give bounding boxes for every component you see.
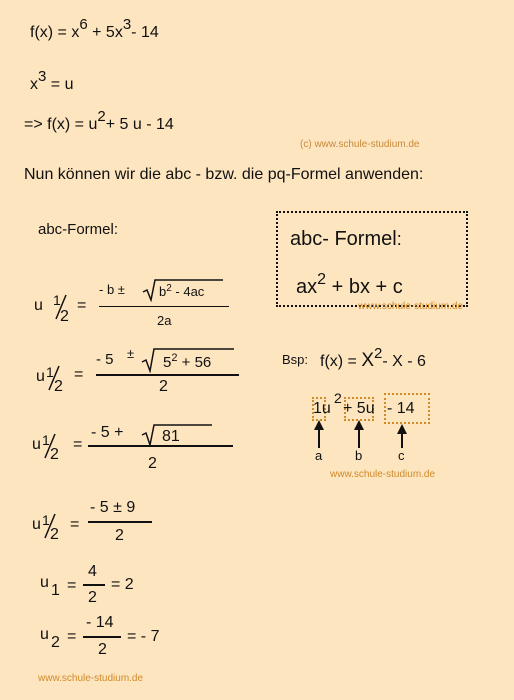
formula-expr-rest: + bx + c xyxy=(326,276,403,298)
abc-label: abc-Formel: xyxy=(38,221,119,238)
formula-box-title xyxy=(290,228,402,251)
example-exp: 2 xyxy=(374,345,383,362)
coeff-c-label: c xyxy=(398,448,405,463)
u2-numerator: - 14 xyxy=(86,614,114,631)
step1-radicand xyxy=(159,284,204,299)
step1-rad-b: b xyxy=(159,284,167,299)
coeff-c-term: - 14 xyxy=(387,400,415,417)
step2-denominator: 2 xyxy=(159,378,168,395)
u2-denominator: 2 xyxy=(98,641,107,658)
copyright-note: (c) www.schule-studium.de xyxy=(300,139,420,150)
example-rest: - X - 6 xyxy=(382,353,426,370)
step4-equals: = xyxy=(70,516,80,533)
step2-u: u xyxy=(36,368,45,385)
eq-rest: - 14 xyxy=(131,24,159,41)
arrow-b-shaft xyxy=(358,428,360,448)
watermark-3: www.schule-studium.de xyxy=(38,673,144,684)
step3-numerator: - 5 + xyxy=(91,424,124,441)
eq3-exp: 2 xyxy=(97,108,106,125)
arrow-a-shaft xyxy=(318,428,320,448)
coeff-b-term: + 5u xyxy=(343,400,375,417)
eq3-rest: + 5 u - 14 xyxy=(105,116,174,133)
u1-fraction-bar xyxy=(83,584,105,586)
equation-substituted xyxy=(24,108,174,134)
u2-u: u xyxy=(40,626,49,643)
example-label: Bsp: xyxy=(282,352,309,367)
step4-fraction-bar xyxy=(88,521,152,523)
example-X: X xyxy=(361,350,375,371)
u2-index: 2 xyxy=(51,634,60,651)
formula-box-expression xyxy=(296,271,403,299)
step1-index-1: 1 xyxy=(53,292,61,308)
step1-rad-exp: 2 xyxy=(166,283,172,294)
u1-equals: = xyxy=(67,577,77,594)
u1-denominator: 2 xyxy=(88,589,97,606)
step4-u: u xyxy=(32,516,41,533)
step1-numerator: - b ± xyxy=(99,282,125,297)
coeff-b-label: b xyxy=(355,448,363,463)
step3-equals: = xyxy=(73,436,83,453)
watermark-2: www.schule-studium.de xyxy=(330,469,436,480)
equation-original xyxy=(30,16,159,42)
step4-numerator: - 5 ± 9 xyxy=(90,499,136,516)
exp-6: 6 xyxy=(79,16,88,33)
step2-index-1: 1 xyxy=(46,364,54,380)
step3-radicand: 81 xyxy=(162,428,180,445)
step2-radicand xyxy=(163,354,211,371)
eq-lhs: f(x) = x xyxy=(30,24,80,41)
formula-exp: 2 xyxy=(317,271,327,288)
formula-title: abc- Formel xyxy=(290,228,397,250)
example-function xyxy=(320,345,426,372)
u2-equals: = xyxy=(67,628,77,645)
step1-lhs xyxy=(34,297,43,315)
step2-rad-5: 5 xyxy=(163,354,172,371)
watermark: www.schule-studium.de xyxy=(358,301,464,312)
exp-3: 3 xyxy=(122,16,132,33)
step4-index-2: 2 xyxy=(50,526,59,543)
step2-equals: = xyxy=(74,366,84,383)
step4-denominator: 2 xyxy=(115,527,124,544)
sub-base: x xyxy=(30,76,38,93)
u2-fraction-bar xyxy=(83,636,121,638)
u2-result: = - 7 xyxy=(127,628,160,645)
step2-rad-exp: 2 xyxy=(171,352,178,364)
sub-exp: 3 xyxy=(38,68,47,85)
u1-u: u xyxy=(40,574,49,591)
step3-index-1: 1 xyxy=(42,432,50,448)
step2-index-2: 2 xyxy=(54,378,63,395)
coeff-a-label: a xyxy=(315,448,323,463)
formula-colon: : xyxy=(396,229,402,249)
step1-denominator: 2a xyxy=(157,313,172,328)
u1-result: = 2 xyxy=(111,576,134,593)
step3-index-2: 2 xyxy=(50,446,59,463)
step1-u: u xyxy=(34,297,43,314)
eq-mid: + 5x xyxy=(87,24,123,41)
step2-rad-rest: + 56 xyxy=(177,354,212,371)
step1-fraction-bar xyxy=(99,306,229,307)
step2-fraction-bar xyxy=(96,374,239,376)
coeff-exp: 2 xyxy=(334,390,342,406)
u1-index: 1 xyxy=(51,582,60,599)
u1-numerator: 4 xyxy=(88,563,97,580)
coeff-a-term: 1u xyxy=(313,400,331,417)
step3-fraction-bar xyxy=(88,445,233,447)
substitution xyxy=(30,68,74,94)
step2-numerator: - 5 xyxy=(96,351,114,368)
sub-rest: = u xyxy=(46,76,74,93)
step1-equals: = xyxy=(77,297,87,314)
intro-text: Nun können wir die abc - bzw. die pq-Formel anwenden: xyxy=(24,166,424,183)
formula-expr-a: ax xyxy=(296,276,318,298)
step1-index-2: 2 xyxy=(60,308,69,325)
step3-denominator: 2 xyxy=(148,455,157,472)
arrow-c-shaft xyxy=(401,432,403,448)
eq3-prefix: => f(x) = u xyxy=(24,116,98,133)
step3-u: u xyxy=(32,436,41,453)
step4-index-1: 1 xyxy=(42,512,50,528)
step1-rad-rest: - 4ac xyxy=(171,284,205,299)
example-f: f(x) = xyxy=(320,353,362,370)
step2-plusminus: ± xyxy=(127,346,135,361)
